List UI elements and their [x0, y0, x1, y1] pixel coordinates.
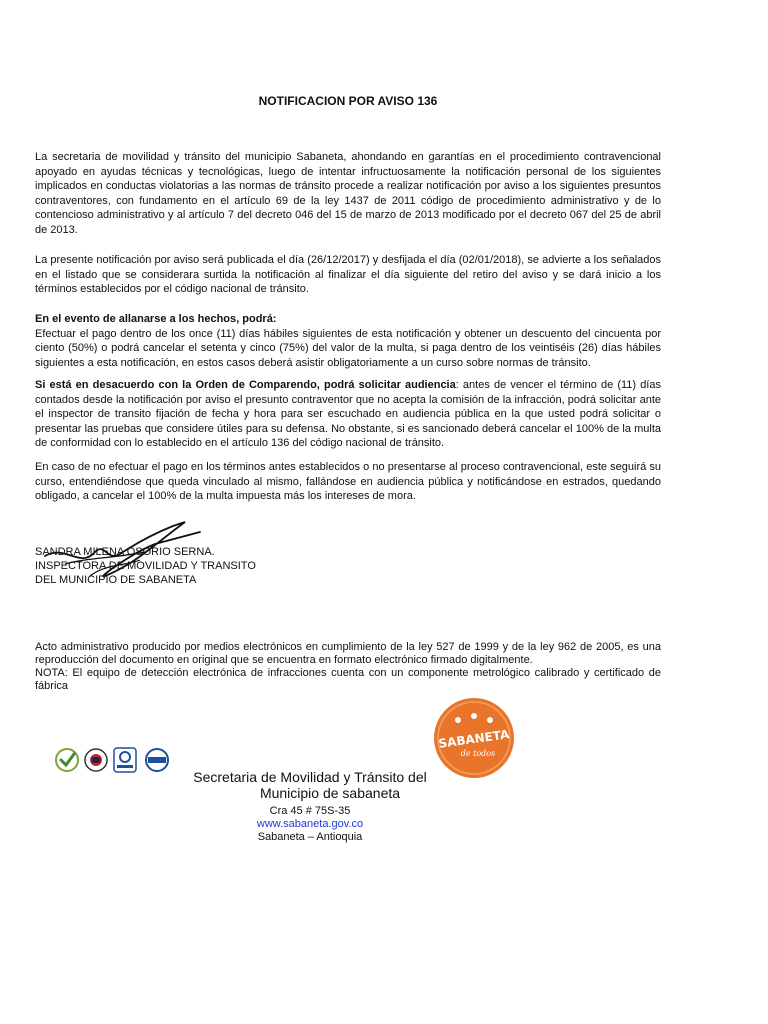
logo-wordmark: SABANETA	[437, 727, 511, 751]
logo-tagline: de todos	[460, 749, 496, 758]
seal-certification-icon	[85, 749, 107, 771]
sabaneta-logo	[432, 696, 516, 780]
footer-address: Cra 45 # 75S-35	[269, 805, 351, 817]
signer-name: SANDRA MILENA OSORIO SERNA.	[35, 546, 215, 558]
document-title: NOTIFICACION POR AVISO 136	[258, 94, 438, 108]
metrology-note: NOTA: El equipo de detección electrónica de infracciones cuenta con un componente metrológico calibrado y certificado de fábrica	[35, 667, 661, 692]
paragraph-allanarse-body: Efectuar el pago dentro de los once (11) días hábiles siguientes de esta notificación y obtener un descuento del cincuenta por ciento (50%) o podrá cancelar el setenta y cinco (75%) del valor de la multa, si paga dentro de los veintiséis (26) días hábiles siguientes a esta notificación, en estos casos deberá asistir obligatoriamente a un curso sobre normas de tránsito.	[35, 327, 661, 369]
quality-certification-icon	[146, 749, 168, 771]
footer-org-line2: Municipio de sabaneta	[259, 785, 401, 801]
paragraph-allanarse-heading: En el evento de allanarse a los hechos, podrá:	[35, 313, 277, 325]
paragraph-intro: La secretaria de movilidad y tránsito del municipio Sabaneta, ahondando en garantías en el procedimiento contravencional apoyado en ayudas técnicas y tecnológicas, luego de intentar infructuosamente la notificación personal de los siguientes implicados en conductas violatorias a las normas de tránsito procede a realizar notificación por aviso a los siguientes presuntos contraventores, con fundamento en el artículo 69 de la ley 1437 de 2011 código de procedimiento administrativo y de lo contencioso administrativo y al artículo 7 del decreto 046 del 15 de marzo de 2013 modificado por el decreto 067 del 25 de abril de 2013.	[35, 151, 661, 236]
paragraph-audiencia	[35, 378, 661, 451]
iso-certification-icon	[114, 748, 136, 772]
footer-website-link[interactable]: www.sabaneta.gov.co	[256, 818, 364, 830]
signer-role: INSPECTORA DE MOVILIDAD Y TRANSITO	[35, 560, 256, 572]
paragraph-no-pago: En caso de no efectuar el pago en los términos antes establecidos o no presentarse al proceso contravencional, este seguirá su curso, entendiéndose que queda vinculado al mismo, fallándose en audiencia pública y notificándose en estrados, quedando obligado, a cancelar el 100% de la multa impuesta más los intereses de mora.	[35, 461, 661, 503]
footer-city: Sabaneta – Antioquia	[257, 831, 363, 843]
paragraph-audiencia-heading: Si está en desacuerdo con la Orden de Comparendo, podrá solicitar audiencia	[35, 379, 456, 391]
paragraph-allanarse	[35, 312, 661, 370]
paragraph-audiencia-body: : antes de vencer el término de (11) días contados desde la notificación por aviso el presunto contraventor que no acepta la comisión de la infracción, podrá solicitar ante el inspector de transito fijación de fecha y hora para ser escuchado en audiencia pública en la que usted podrá solicitar o presentar las pruebas que considere útiles para su defensa. No obstante, si es sancionado deberá cancelar el 100% de la multa de conformidad con lo establecido en el artículo 136 del código nacional de tránsito.	[35, 379, 661, 450]
electronic-act-notice	[35, 641, 661, 693]
check-certification-icon	[56, 749, 78, 771]
signature-block	[35, 545, 256, 587]
electronic-act-text: Acto administrativo producido por medios electrónicos en cumplimiento de la ley 527 de 1999 y de la ley 962 de 2005, es una reproducción del documento en original que se encuentra en formato electrónico firmado digitalmente.	[35, 641, 661, 666]
certification-logos	[54, 738, 174, 782]
footer-org-line1: Secretaria de Movilidad y Tránsito del	[193, 769, 427, 785]
footer-organization	[160, 769, 460, 801]
paragraph-publication: La presente notificación por aviso será publicada el día (26/12/2017) y desfijada el día (02/01/2018), se advierte a los señalados en el listado que se considerara surtida la notificación al finalizar el día siguiente del retiro del aviso y se dará inicio a los términos establecidos por el código nacional de tránsito.	[35, 254, 661, 296]
signer-office: DEL MUNICIPIO DE SABANETA	[35, 574, 197, 586]
